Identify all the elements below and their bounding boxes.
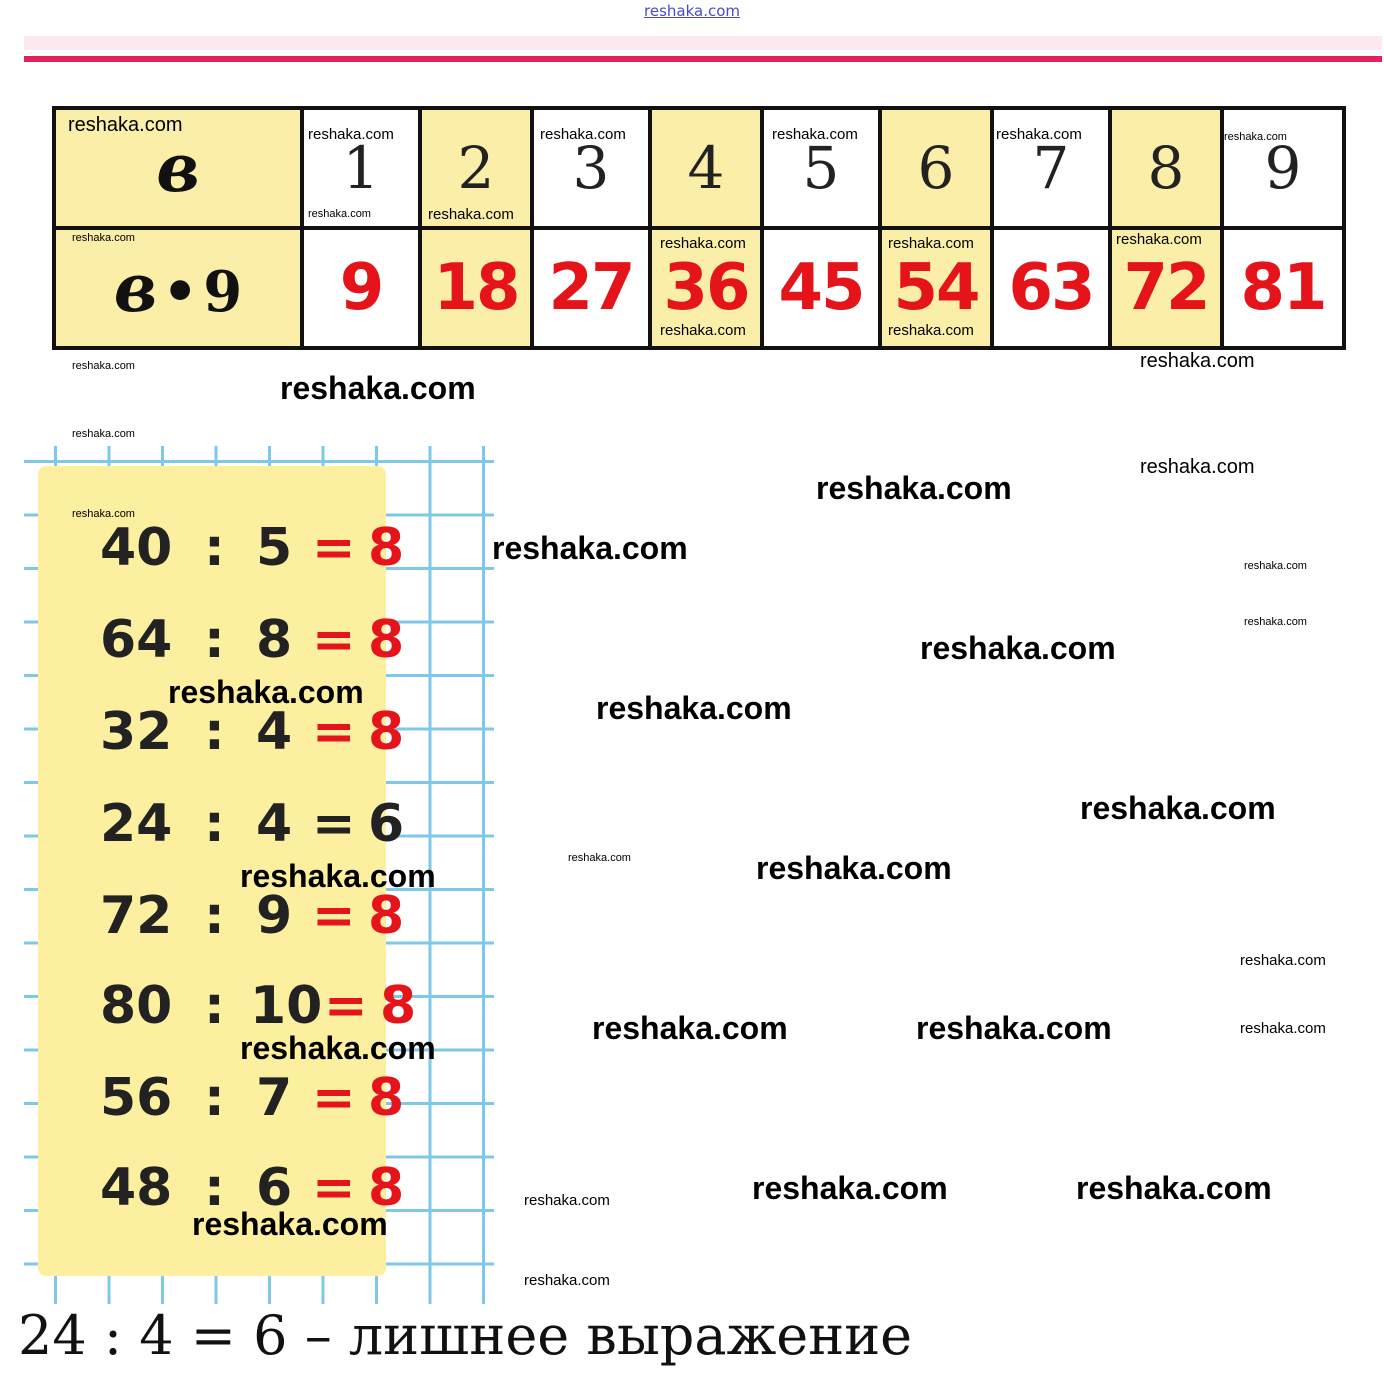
watermark-text: reshaka.com bbox=[1240, 1020, 1326, 1037]
divisor: 8 bbox=[256, 610, 293, 670]
watermark-text: reshaka.com bbox=[72, 232, 135, 244]
label-var: в bbox=[113, 249, 158, 327]
equals-sign: = bbox=[312, 518, 356, 578]
site-link[interactable]: reshaka.com bbox=[644, 2, 740, 20]
quotient: 8 bbox=[368, 886, 405, 946]
watermark-text: reshaka.com bbox=[596, 690, 792, 726]
multiplier-value: 9 bbox=[1264, 134, 1302, 202]
label-num: 9 bbox=[203, 259, 243, 325]
dividend: 24 bbox=[100, 794, 173, 854]
product-value: 72 bbox=[1123, 251, 1209, 325]
product-value: 9 bbox=[339, 251, 383, 325]
quotient: 6 bbox=[368, 794, 405, 854]
watermark-text: reshaka.com bbox=[1224, 131, 1287, 143]
multiplier-cell bbox=[650, 108, 762, 228]
product-cell bbox=[762, 228, 880, 348]
colon: : bbox=[204, 794, 225, 854]
watermark-text: reshaka.com bbox=[1244, 560, 1307, 572]
watermark-text: reshaka.com bbox=[1240, 952, 1326, 969]
watermark-text: reshaka.com bbox=[72, 508, 135, 520]
equals-sign: = bbox=[312, 702, 356, 762]
watermark-text: reshaka.com bbox=[756, 850, 952, 886]
equals-sign: = bbox=[312, 1068, 356, 1128]
product-value: 54 bbox=[893, 251, 979, 325]
watermark-text: reshaka.com bbox=[660, 235, 746, 252]
watermark-text: reshaka.com bbox=[192, 1206, 388, 1242]
multiplication-table bbox=[52, 106, 1346, 350]
division-expression bbox=[100, 702, 440, 772]
watermark-text: reshaka.com bbox=[1140, 350, 1255, 372]
label-b-text: в bbox=[156, 129, 200, 207]
watermark-text: reshaka.com bbox=[772, 126, 858, 143]
watermark-text: reshaka.com bbox=[524, 1272, 610, 1289]
watermark-text: reshaka.com bbox=[168, 674, 364, 710]
equals-sign: = bbox=[312, 1158, 356, 1218]
multiplier-value: 8 bbox=[1147, 134, 1185, 202]
division-expression bbox=[100, 1068, 440, 1138]
watermark-text: reshaka.com bbox=[660, 322, 746, 339]
product-cell bbox=[420, 228, 532, 348]
multiplier-value: 5 bbox=[802, 134, 840, 202]
watermark-text: reshaka.com bbox=[1140, 456, 1255, 478]
dividend: 64 bbox=[100, 610, 173, 670]
colon: : bbox=[204, 886, 225, 946]
colon: : bbox=[204, 976, 225, 1036]
product-value: 18 bbox=[433, 251, 519, 325]
colon: : bbox=[204, 702, 225, 762]
equals-sign: = bbox=[324, 976, 368, 1036]
dividend: 80 bbox=[100, 976, 173, 1036]
colon: : bbox=[204, 610, 225, 670]
divisor: 4 bbox=[256, 794, 293, 854]
watermark-text: reshaka.com bbox=[1076, 1170, 1272, 1206]
watermark-text: reshaka.com bbox=[68, 114, 183, 136]
colon: : bbox=[204, 1158, 225, 1218]
watermark-text: reshaka.com bbox=[308, 208, 371, 220]
watermark-text: reshaka.com bbox=[240, 858, 436, 894]
quotient: 8 bbox=[368, 1068, 405, 1128]
label-op: • bbox=[162, 259, 199, 325]
product-value: 63 bbox=[1008, 251, 1094, 325]
watermark-text: reshaka.com bbox=[72, 360, 135, 372]
dividend: 48 bbox=[100, 1158, 173, 1218]
dividend: 32 bbox=[100, 702, 173, 762]
division-expression bbox=[100, 610, 440, 680]
multiplier-cell bbox=[880, 108, 992, 228]
watermark-text: reshaka.com bbox=[916, 1010, 1112, 1046]
division-expression bbox=[100, 886, 440, 956]
divisor: 10 bbox=[250, 976, 323, 1036]
product-cell bbox=[992, 228, 1110, 348]
header-stripe-red bbox=[24, 56, 1382, 62]
watermark-text: reshaka.com bbox=[428, 206, 514, 223]
equals-sign: = bbox=[312, 886, 356, 946]
dividend: 72 bbox=[100, 886, 173, 946]
divisor: 6 bbox=[256, 1158, 293, 1218]
watermark-text: reshaka.com bbox=[72, 428, 135, 440]
product-value: 45 bbox=[778, 251, 864, 325]
header-stripe-pale bbox=[24, 36, 1382, 50]
watermark-text: reshaka.com bbox=[1244, 616, 1307, 628]
multiplier-value: 1 bbox=[342, 134, 380, 202]
watermark-text: reshaka.com bbox=[816, 470, 1012, 506]
multiplier-value: 2 bbox=[457, 134, 495, 202]
multiplier-value: 4 bbox=[687, 134, 725, 202]
watermark-text: reshaka.com bbox=[524, 1192, 610, 1209]
colon: : bbox=[204, 1068, 225, 1128]
quotient: 8 bbox=[368, 610, 405, 670]
product-cell bbox=[1222, 228, 1344, 348]
divisor: 5 bbox=[256, 518, 293, 578]
product-value: 81 bbox=[1240, 251, 1326, 325]
quotient: 8 bbox=[368, 518, 405, 578]
multiplier-value: 6 bbox=[917, 134, 955, 202]
division-expression bbox=[100, 518, 440, 588]
multiplier-value: 3 bbox=[572, 134, 610, 202]
divisor: 9 bbox=[256, 886, 293, 946]
divisor: 4 bbox=[256, 702, 293, 762]
multiplier-value: 7 bbox=[1032, 134, 1070, 202]
watermark-text: reshaka.com bbox=[592, 1010, 788, 1046]
multiplier-cell bbox=[1222, 108, 1344, 228]
watermark-text: reshaka.com bbox=[308, 126, 394, 143]
product-value: 36 bbox=[663, 251, 749, 325]
watermark-text: reshaka.com bbox=[280, 370, 476, 406]
divisor: 7 bbox=[256, 1068, 293, 1128]
watermark-text: reshaka.com bbox=[996, 126, 1082, 143]
watermark-text: reshaka.com bbox=[1116, 231, 1202, 248]
equals-sign: = bbox=[312, 610, 356, 670]
row-label-b-times-9 bbox=[54, 228, 302, 348]
dividend: 40 bbox=[100, 518, 173, 578]
equals-sign: = bbox=[312, 794, 356, 854]
product-cell bbox=[532, 228, 650, 348]
watermark-text: reshaka.com bbox=[568, 852, 631, 864]
answer-text: 24 : 4 = 6 – лишнее выражение bbox=[18, 1304, 913, 1367]
watermark-text: reshaka.com bbox=[920, 630, 1116, 666]
product-value: 27 bbox=[548, 251, 634, 325]
quotient: 8 bbox=[380, 976, 417, 1036]
division-expression bbox=[100, 794, 440, 864]
watermark-text: reshaka.com bbox=[492, 530, 688, 566]
watermark-text: reshaka.com bbox=[240, 1030, 436, 1066]
watermark-text: reshaka.com bbox=[888, 235, 974, 252]
watermark-text: reshaka.com bbox=[540, 126, 626, 143]
colon: : bbox=[204, 518, 225, 578]
product-cell bbox=[302, 228, 420, 348]
multiplier-cell bbox=[1110, 108, 1222, 228]
watermark-text: reshaka.com bbox=[752, 1170, 948, 1206]
dividend: 56 bbox=[100, 1068, 173, 1128]
watermark-text: reshaka.com bbox=[1080, 790, 1276, 826]
quotient: 8 bbox=[368, 702, 405, 762]
quotient: 8 bbox=[368, 1158, 405, 1218]
watermark-text: reshaka.com bbox=[888, 322, 974, 339]
